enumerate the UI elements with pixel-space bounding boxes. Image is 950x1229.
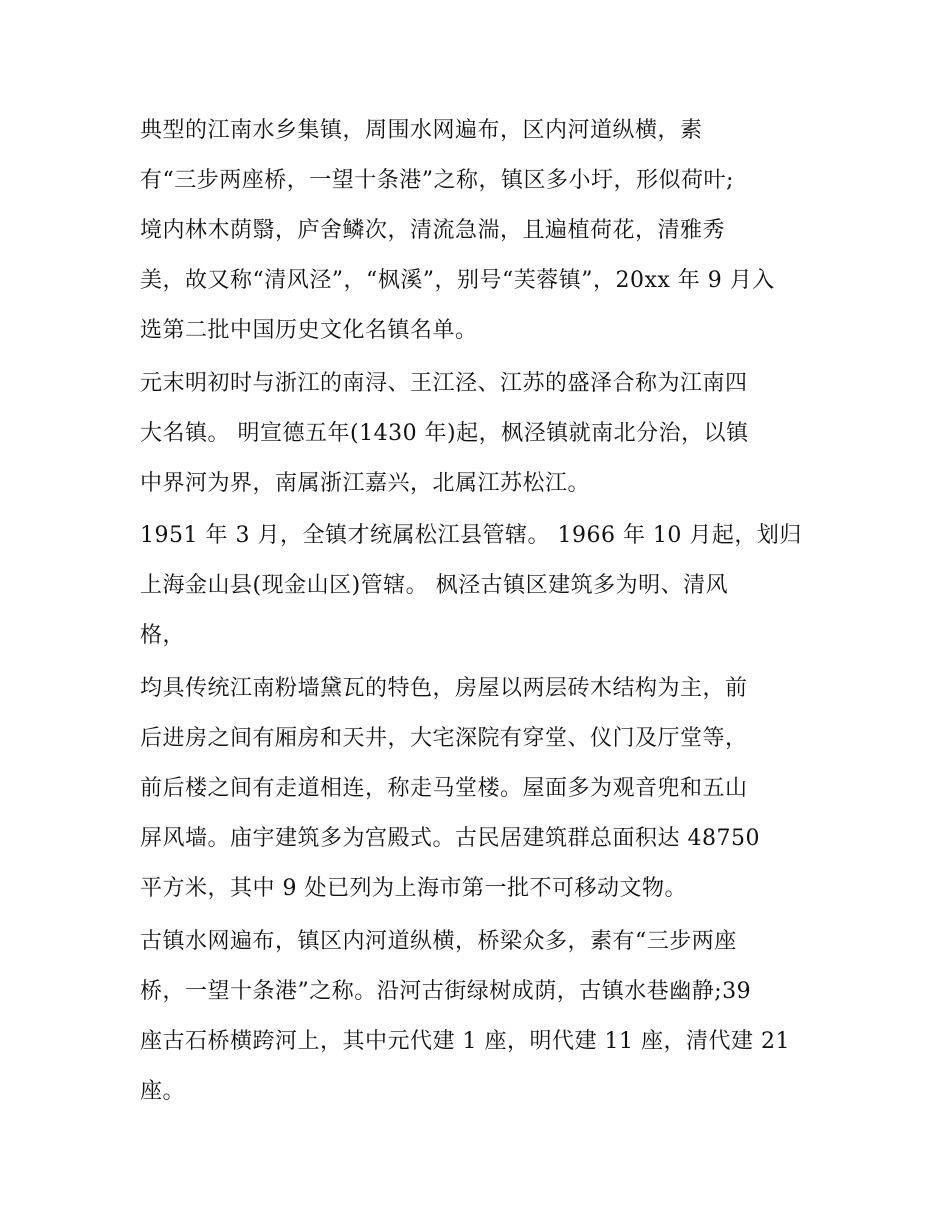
text-line: 典型的江南水乡集镇，周围水网遍布，区内河道纵横，素 bbox=[140, 118, 703, 143]
text-line: 桥，一望十条港”之称。沿河古街绿树成荫，古镇水巷幽静;39 bbox=[140, 979, 752, 1004]
text-line: 座古石桥横跨河上，其中元代建 1 座，明代建 11 座，清代建 21 bbox=[140, 1029, 790, 1054]
text-line: 古镇水网遍布，镇区内河道纵横，桥梁众多，素有“三步两座 bbox=[140, 929, 737, 954]
text-line: 前后楼之间有走道相连，称走马堂楼。屋面多为观音兜和五山 bbox=[140, 776, 748, 801]
text-line: 1951 年 3 月，全镇才统属松江县管辖。 1966 年 10 月起，划归 bbox=[140, 523, 802, 548]
text-line: 中界河为界，南属浙江嘉兴，北属江苏松江。 bbox=[140, 471, 591, 496]
text-line: 后进房之间有厢房和天井，大宅深院有穿堂、仪门及厅堂等， bbox=[140, 726, 748, 751]
text-line: 上海金山县(现金山区)管辖。 枫泾古镇区建筑多为明、清风 bbox=[140, 573, 729, 598]
text-line: 有“三步两座桥，一望十条港”之称，镇区多小圩，形似荷叶; bbox=[140, 168, 734, 193]
text-line: 格， bbox=[140, 623, 186, 648]
text-line: 大名镇。 明宣德五年(1430 年)起，枫泾镇就南北分治，以镇 bbox=[140, 421, 749, 446]
text-line: 均具传统江南粉墙黛瓦的特色，房屋以两层砖木结构为主，前 bbox=[140, 676, 748, 701]
text-line: 座。 bbox=[140, 1079, 186, 1104]
text-line: 境内林木荫翳，庐舍鳞次，清流急湍，且遍植荷花，清雅秀 bbox=[140, 218, 726, 243]
text-line: 选第二批中国历史文化名镇名单。 bbox=[140, 318, 478, 343]
text-line: 元末明初时与浙江的南浔、王江泾、江苏的盛泽合称为江南四 bbox=[140, 371, 748, 396]
text-line: 平方米，其中 9 处已列为上海市第一批不可移动文物。 bbox=[140, 876, 687, 901]
text-line: 屏风墙。庙宇建筑多为宫殿式。古民居建筑群总面积达 48750 bbox=[140, 826, 760, 851]
text-line: 美，故又称“清风泾”，“枫溪”，别号“芙蓉镇”，20xx 年 9 月入 bbox=[140, 268, 775, 293]
